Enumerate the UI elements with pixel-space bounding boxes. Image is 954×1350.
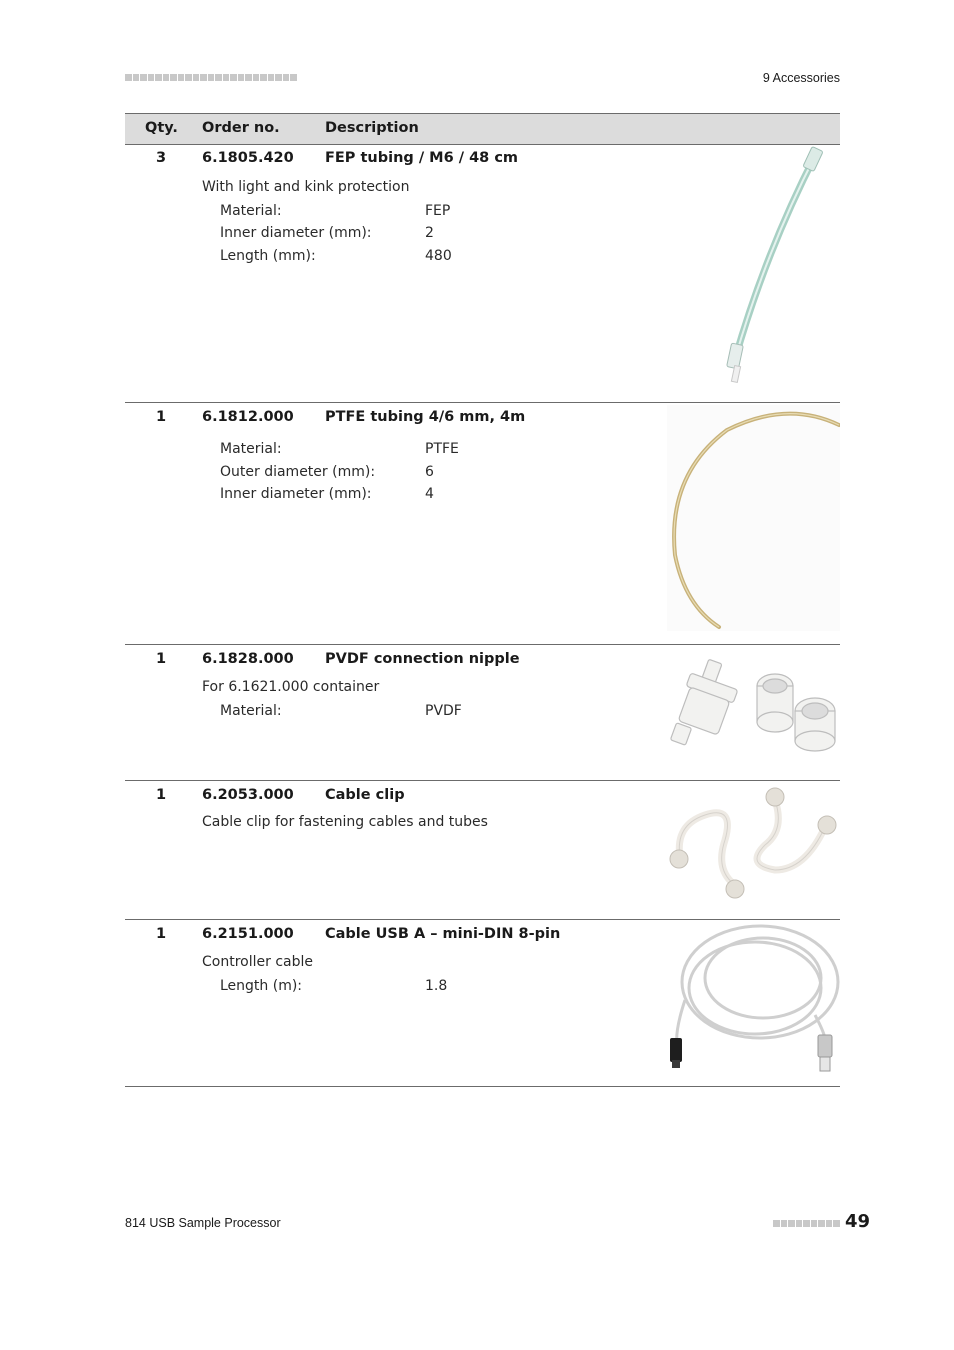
row-title: Cable USB A – mini-DIN 8-pin: [325, 926, 561, 942]
ptfe-tubing-image: [667, 405, 840, 631]
row-qty: 1: [156, 926, 167, 942]
table-row: 3 6.1805.420 FEP tubing / M6 / 48 cm With light and kink protection Material: FEP Inner diameter (mm): 2 Length (mm): 480: [125, 144, 840, 403]
row-qty: 1: [156, 787, 167, 803]
table-header: [125, 113, 840, 145]
row-title: Cable clip: [325, 787, 405, 803]
row-title: PVDF connection nipple: [325, 651, 520, 667]
row-subtitle: Controller cable: [202, 954, 313, 970]
table-row: 1 6.1828.000 PVDF connection nipple For 6.1621.000 container Material: PVDF: [125, 645, 840, 781]
row-qty: 3: [156, 150, 167, 166]
cable-clip-image: [665, 785, 840, 905]
col-description: Description: [325, 120, 419, 136]
col-qty: Qty.: [145, 120, 178, 136]
page-number: 49: [845, 1211, 871, 1232]
row-subtitle: With light and kink protection: [202, 179, 410, 195]
table-row: 1 6.1812.000 PTFE tubing 4/6 mm, 4m Material: PTFE Outer diameter (mm): 6 Inner diameter (mm): 4: [125, 403, 840, 645]
row-order-no: 6.2053.000: [202, 787, 294, 803]
usb-cable-image: [665, 920, 840, 1080]
row-order-no: 6.1805.420: [202, 150, 294, 166]
row-title: FEP tubing / M6 / 48 cm: [325, 150, 519, 166]
fep-tubing-image: [675, 144, 835, 394]
row-order-no: 6.1812.000: [202, 409, 294, 425]
row-subtitle: Cable clip for fastening cables and tubes: [202, 814, 488, 830]
chapter-title: 9 Accessories: [762, 71, 840, 85]
footer-product: 814 USB Sample Processor: [125, 1216, 281, 1230]
row-order-no: 6.1828.000: [202, 651, 294, 667]
col-order-no: Order no.: [202, 120, 280, 136]
row-order-no: 6.2151.000: [202, 926, 294, 942]
row-qty: 1: [156, 409, 167, 425]
table-row: 1 6.2151.000 Cable USB A – mini-DIN 8-pin Controller cable Length (m): 1.8: [125, 920, 840, 1087]
row-qty: 1: [156, 651, 167, 667]
table-row: [125, 781, 840, 920]
footer-decoration: [773, 1220, 840, 1227]
header-decoration: [125, 74, 297, 81]
row-title: PTFE tubing 4/6 mm, 4m: [325, 409, 526, 425]
row-subtitle: For 6.1621.000 container: [202, 679, 380, 695]
connection-nipple-image: [665, 653, 840, 768]
